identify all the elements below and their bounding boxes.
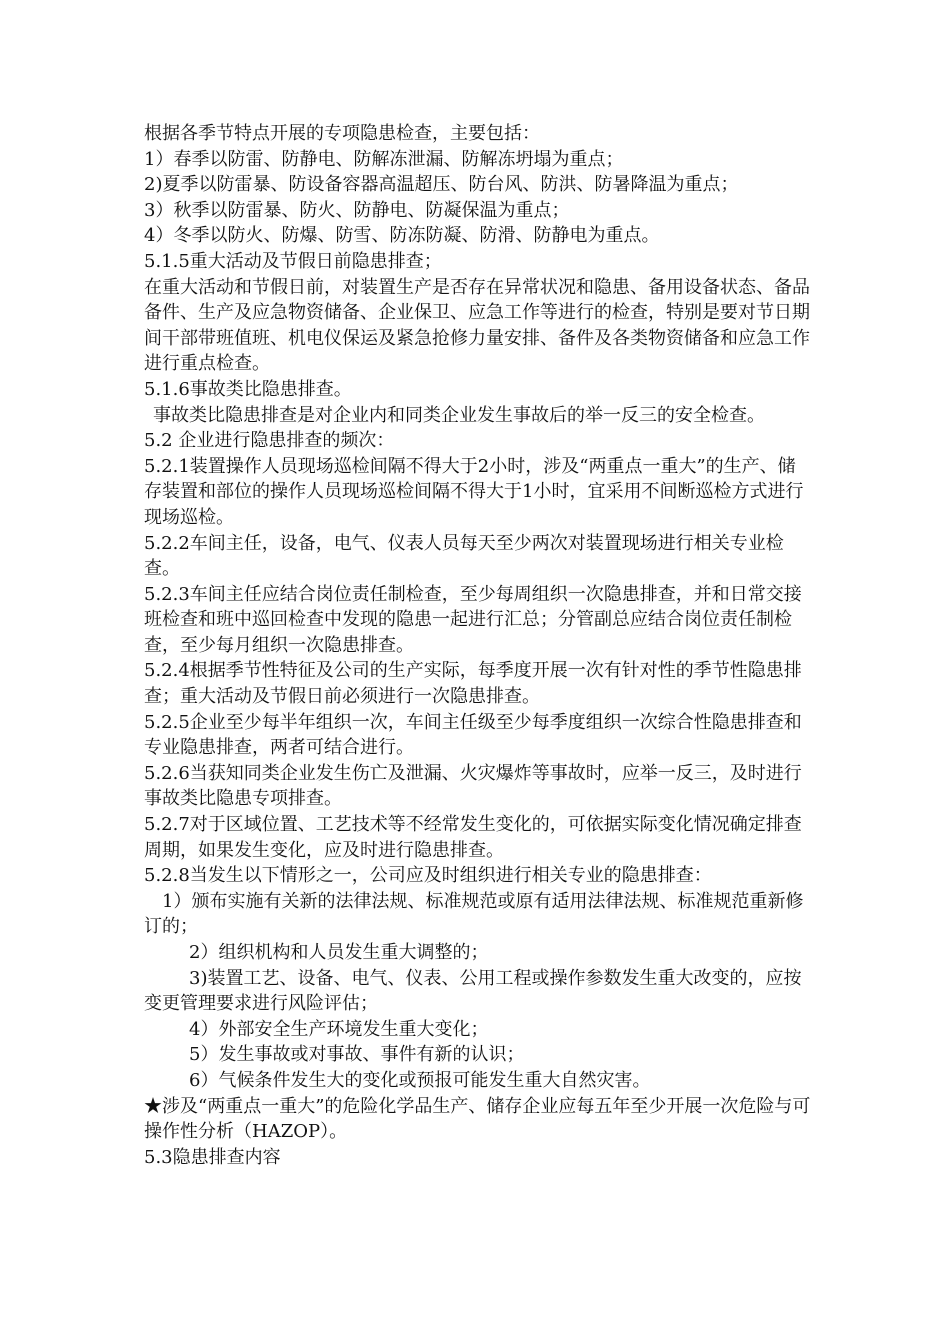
heading-5-1-5: 5.1.5重大活动及节假日前隐患排查；	[144, 250, 442, 272]
paragraph-seasonal-intro: 根据各季节特点开展的专项隐患检查，主要包括：	[144, 123, 540, 144]
list-item-6: 6）气候条件发生大的变化或预报可能发生重大自然灾害。	[189, 1069, 651, 1091]
paragraph-spring: 1）春季以防雷、防静电、防解冻泄漏、防解冻坍塌为重点；	[144, 148, 624, 170]
paragraph-5-2-7: 5.2.7对于区域位置、工艺技术等不经常发生变化的，可依据实际变化情况确定排查周期，如果发生变化，应及时进行隐患排查。	[144, 814, 802, 861]
document-body	[144, 121, 812, 1170]
list-item-4: 4）外部安全生产环境发生重大变化；	[189, 1018, 489, 1040]
heading-5-1-6: 5.1.6事故类比隐患排查。	[144, 378, 352, 400]
paragraph-5-2-6: 5.2.6当获知同类企业发生伤亡及泄漏、火灾爆炸等事故时，应举一反三，及时进行事故类比隐患专项排查。	[144, 762, 802, 810]
paragraph-5-2-3: 5.2.3车间主任应结合岗位责任制检查，至少每周组织一次隐患排查，并和日常交接班检查和班中巡回检查中发现的隐患一起进行汇总；分管副总应结合岗位责任制检查，至少每月组织一次隐患排查。	[144, 583, 802, 656]
paragraph-5-2-1: 5.2.1装置操作人员现场巡检间隔不得大于2小时，涉及“两重点一重大”的生产、储存装置和部位的操作人员现场巡检间隔不得大于1小时，宜采用不间断巡检方式进行现场巡检。	[144, 455, 804, 528]
paragraph-5-2-5: 5.2.5企业至少每半年组织一次，车间主任级至少每季度组织一次综合性隐患排查和专业隐患排查，两者可结合进行。	[144, 711, 802, 759]
paragraph-autumn: 3）秋季以防雷暴、防火、防静电、防凝保温为重点；	[144, 199, 570, 221]
list-item-3: 3)装置工艺、设备、电气、仪表、公用工程或操作参数发生重大改变的，应按变更管理要求进行风险评估；	[144, 967, 802, 1015]
paragraph-summer: 2)夏季以防雷暴、防设备容器高温超压、防台风、防洪、防暑降温为重点；	[144, 174, 739, 196]
paragraph-winter: 4）冬季以防火、防爆、防雪、防冻防凝、防滑、防静电为重点。	[144, 225, 660, 247]
heading-5-2: 5.2 企业进行隐患排查的频次：	[144, 430, 395, 452]
paragraph-hazop-note: ★涉及“两重点一重大”的危险化学品生产、储存企业应每五年至少开展一次危险与可操作性分析（HAZOP）。	[144, 1095, 811, 1143]
list-item-1: 1）颁布实施有关新的法律法规、标准规范或原有适用法律法规、标准规范重新修订的；	[144, 890, 804, 938]
paragraph-5-2-2: 5.2.2车间主任，设备，电气、仪表人员每天至少两次对装置现场进行相关专业检查。	[144, 532, 784, 580]
paragraph-accident-analogy: 事故类比隐患排查是对企业内和同类企业发生事故后的举一反三的安全检查。	[153, 404, 765, 426]
list-item-5: 5）发生事故或对事故、事件有新的认识；	[189, 1044, 525, 1066]
list-item-2: 2）组织机构和人员发生重大调整的；	[189, 942, 489, 963]
paragraph-holiday-check: 在重大活动和节假日前，对装置生产是否存在异常状况和隐患、备用设备状态、备品备件、生产及应急物资储备、企业保卫、应急工作等进行的检查，特别是要对节日期间干部带班值班、机电仪保运及紧急抢修力量安排、备件及各类物资储备和应急工作进行重点检查。	[144, 276, 810, 375]
paragraph-5-2-4: 5.2.4根据季节性特征及公司的生产实际，每季度开展一次有针对性的季节性隐患排查；重大活动及节假日前必须进行一次隐患排查。	[144, 660, 802, 708]
heading-5-3: 5.3隐患排查内容	[144, 1146, 281, 1168]
paragraph-5-2-8: 5.2.8当发生以下情形之一，公司应及时组织进行相关专业的隐患排查：	[144, 865, 712, 887]
